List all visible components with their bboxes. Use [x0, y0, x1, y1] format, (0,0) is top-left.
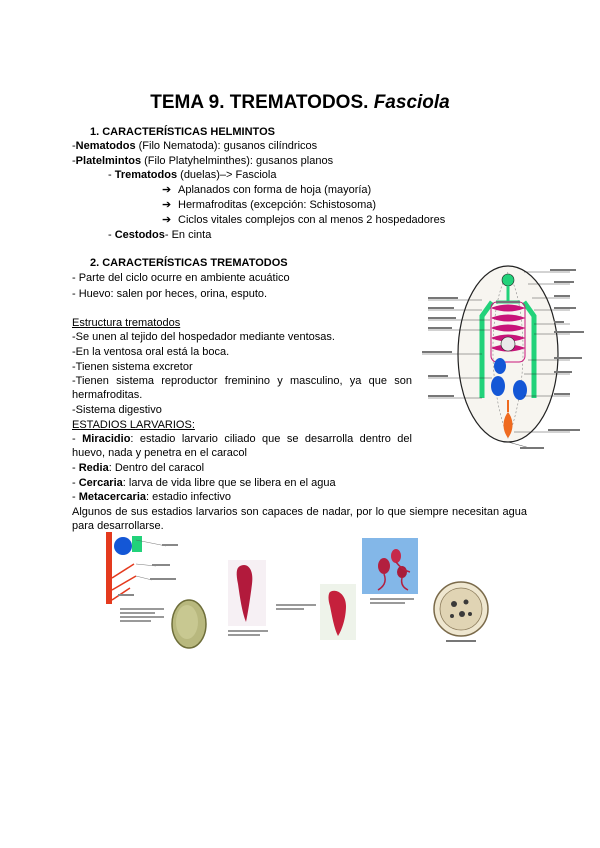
metacercaria-caption-placeholder — [446, 640, 476, 642]
cestodos-term: Cestodos — [114, 229, 165, 241]
bullet-text: Hermafroditas (excepción: Schistosoma) — [178, 199, 377, 211]
bullet-item — [162, 213, 445, 227]
cercarias-caption-placeholder — [370, 596, 414, 606]
larva-item-metacercaria: - Metacercaria: estadio infectivo — [72, 491, 232, 503]
larva-desc: : Dentro del caracol — [108, 462, 205, 474]
redia-photo — [228, 560, 266, 626]
section1-heading: 1. CARACTERÍSTICAS HELMINTOS — [90, 126, 275, 138]
larva-desc: : estadio infectivo — [146, 491, 232, 503]
cestodos-prefix: - — [108, 229, 115, 241]
testis-posterior — [513, 380, 527, 400]
trematodos-term: Trematodos — [114, 169, 178, 181]
platelmintos-term: Platelmintos — [75, 155, 142, 167]
cercaria-caption-placeholder — [276, 602, 316, 612]
cestodos-desc: - En cinta — [164, 229, 212, 241]
title-main: TEMA 9. TREMATODOS. — [150, 92, 369, 113]
larva-term: Redia — [78, 462, 109, 474]
estructura-item: -Se unen al tejido del hospedador mediante ventosas. — [72, 331, 335, 343]
estructura-heading: Estructura trematodos — [72, 317, 181, 329]
larva-term: Miracidio — [82, 433, 131, 445]
nematodos-prefix: - — [72, 140, 76, 152]
blue-organ — [114, 537, 132, 555]
bullet-text: Aplanados con forma de hoja (mayoría) — [178, 184, 372, 196]
page-title — [0, 92, 600, 114]
larva-item-redia: - Redia: Dentro del caracol — [72, 462, 205, 474]
egg-caption-placeholder — [120, 606, 164, 624]
larvarios-heading: ESTADIOS LARVARIOS: — [72, 419, 195, 431]
cercaria-photo — [320, 584, 356, 640]
oral-sucker — [502, 274, 514, 286]
arrow-right-icon: ➔ — [162, 199, 172, 211]
larva-term: Cercaria — [78, 477, 123, 489]
platelmintos-line — [72, 154, 333, 168]
cestodos-line — [108, 228, 211, 242]
larva-item-miracidio: - Miracidio: estadio larvario ciliado que se desarrolla dentro del huevo, nada y penetra en el caracol — [72, 433, 412, 459]
ventral-sucker — [501, 337, 515, 351]
larva-item-cercaria: - Cercaria: larva de vida libre que se libera en el agua — [72, 477, 336, 489]
nematodos-term: Nematodos — [75, 140, 136, 152]
closing-paragraph: Algunos de sus estadios larvarios son capaces de nadar, por lo que siempre necesitan agua para desarrollarse. — [72, 506, 527, 532]
cercarias-photo — [362, 538, 418, 594]
nematodos-line — [72, 139, 317, 153]
estructura-item: -Tienen sistema excretor — [72, 361, 193, 373]
green-organ — [132, 536, 142, 552]
bullet-text: Ciclos vitales complejos con al menos 2 hospedadores — [178, 214, 446, 226]
trematodos-desc: (duelas)–> Fasciola — [177, 169, 277, 181]
egg-photo — [168, 596, 210, 652]
larva-term: Metacercaria — [78, 491, 147, 503]
miracidio-diagram — [106, 532, 196, 604]
arrow-right-icon: ➔ — [162, 214, 172, 226]
red-bar — [106, 532, 112, 604]
larva-desc: : estadio larvario ciliado que se desarrolla dentro del huevo, nada y penetra en el caracol — [72, 433, 412, 459]
estructura-item: -Sistema digestivo — [72, 404, 162, 416]
bullet-item — [162, 198, 376, 212]
s2-line: - Parte del ciclo ocurre en ambiente acuático — [72, 272, 290, 284]
platelmintos-prefix: - — [72, 155, 76, 167]
estructura-item: -En la ventosa oral está la boca. — [72, 346, 230, 358]
ovary — [494, 358, 506, 374]
s2-line: - Huevo: salen por heces, orina, esputo. — [72, 288, 268, 300]
larva-desc: : larva de vida libre que se libera en el agua — [122, 477, 336, 489]
estructura-item: -Tienen sistema reproductor freminino y masculino, ya que son hermafroditas. — [72, 375, 412, 401]
section2-heading: 2. CARACTERÍSTICAS TREMATODOS — [90, 257, 288, 269]
bullet-item — [162, 183, 371, 197]
arrow-right-icon: ➔ — [162, 184, 172, 196]
trematodos-prefix: - — [108, 169, 115, 181]
redia-caption-placeholder — [228, 628, 268, 638]
trematode-diagram — [420, 262, 590, 452]
nematodos-desc: (Filo Nematoda): gusanos cilíndricos — [135, 140, 318, 152]
testis-anterior — [491, 376, 505, 396]
platelmintos-desc: (Filo Platyhelminthes): gusanos planos — [141, 155, 334, 167]
metacercaria-photo — [432, 580, 490, 638]
title-italic: Fasciola — [373, 92, 450, 113]
trematodos-line — [108, 168, 276, 182]
